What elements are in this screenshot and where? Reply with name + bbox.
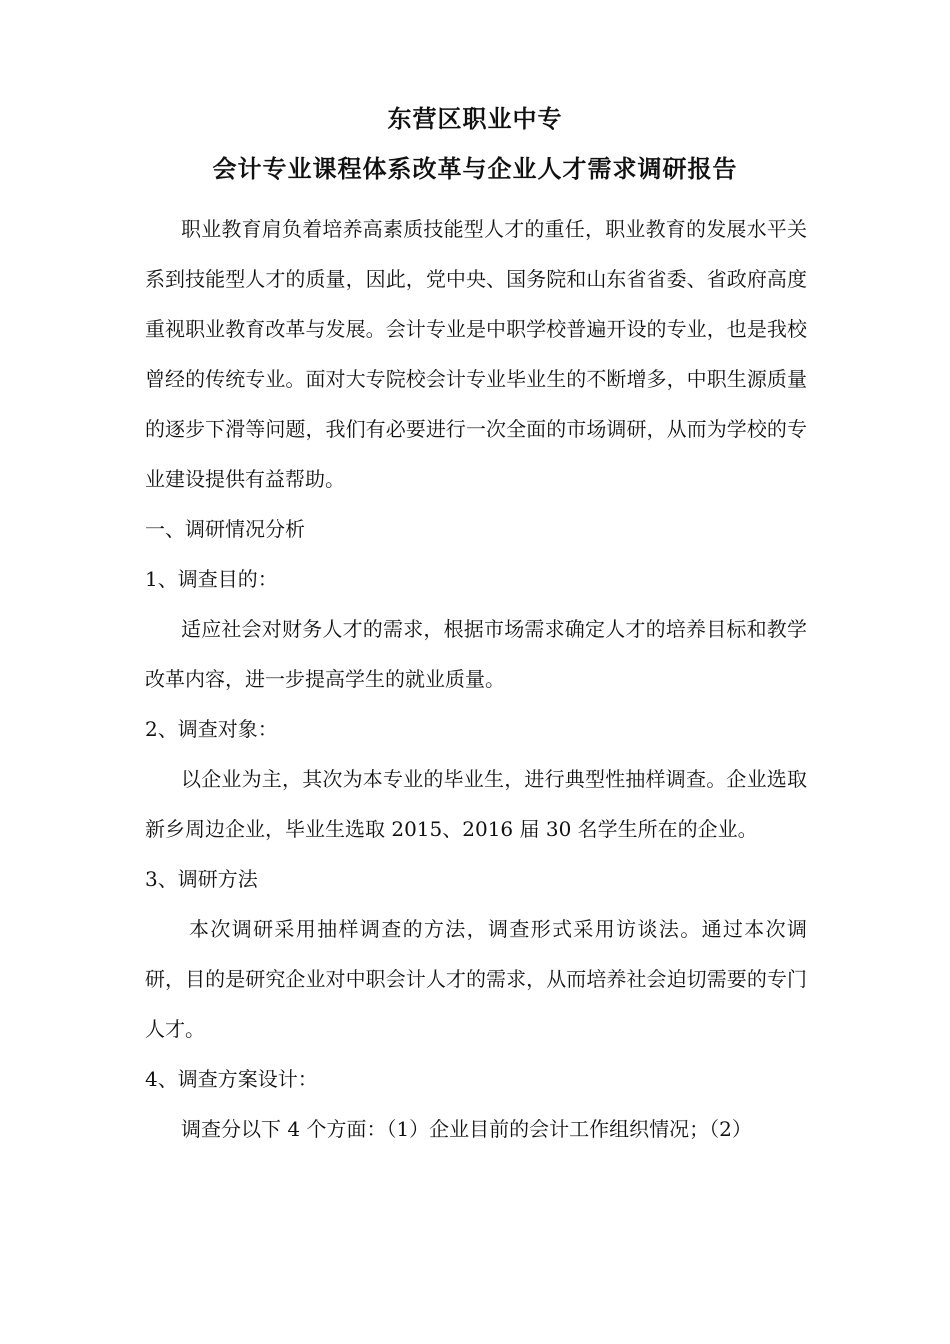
item-heading-method: 3、调研方法 — [145, 867, 258, 891]
method-paragraph: 本次调研采用抽样调查的方法，调查形式采用访谈法。通过本次调研，目的是研究企业对中职会计人才的需求，从而培养社会迫切需要的专门人才。 — [145, 917, 807, 1041]
intro-paragraph: 职业教育肩负着培养高素质技能型人才的重任，职业教育的发展水平关系到技能型人才的质量，因此，党中央、国务院和山东省省委、省政府高度重视职业教育改革与发展。会计专业是中职学校普遍开设的专业，也是我校曾经的传统专业。面对大专院校会计专业毕业生的不断增多，中职生源质量的逐步下滑等问题，我们有必要进行一次全面的市场调研，从而为学校的专业建设提供有益帮助。 — [145, 217, 807, 491]
document-body — [145, 204, 807, 1154]
document-title-school: 东营区职业中专 — [387, 105, 563, 133]
section-heading-analysis: 一、调研情况分析 — [145, 517, 305, 541]
item-heading-design: 4、调查方案设计： — [145, 1067, 318, 1091]
subjects-paragraph: 以企业为主，其次为本专业的毕业生，进行典型性抽样调查。企业选取新乡周边企业，毕业生选取 2015、2016 届 30 名学生所在的企业。 — [145, 767, 807, 841]
design-paragraph: 调查分以下 4 个方面：（1）企业目前的会计工作组织情况；（2） — [181, 1117, 752, 1141]
purpose-paragraph: 适应社会对财务人才的需求，根据市场需求确定人才的培养目标和教学改革内容，进一步提高学生的就业质量。 — [145, 617, 807, 691]
item-heading-subjects: 2、调查对象： — [145, 717, 278, 741]
document-title-report: 会计专业课程体系改革与企业人才需求调研报告 — [212, 155, 738, 183]
item-heading-purpose: 1、调查目的： — [145, 567, 278, 591]
